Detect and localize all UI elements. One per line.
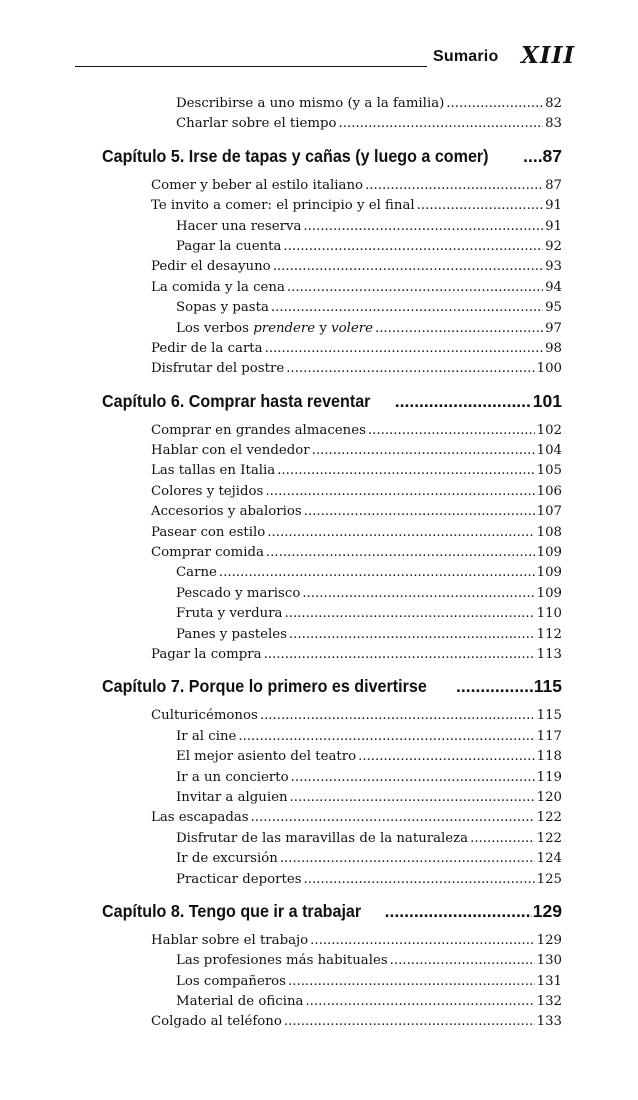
toc-subsection-entry[interactable]	[176, 565, 562, 585]
toc-subsection-entry[interactable]	[176, 606, 562, 626]
toc-entry-title-text: Hacer una reserva	[176, 218, 302, 234]
toc-entry-title-text: Te invito a comer: el principio y el final	[151, 198, 415, 214]
toc-entry-title	[176, 116, 337, 131]
dot-leader	[390, 953, 535, 968]
dot-leader	[302, 586, 534, 601]
toc-entry-page: 133	[536, 1014, 562, 1030]
toc-entry-page: 97	[545, 320, 562, 336]
toc-section-entry[interactable]	[151, 341, 562, 361]
toc-subsection-entry[interactable]	[176, 586, 562, 606]
toc-entry-title	[176, 96, 444, 111]
toc-subsection-entry[interactable]	[176, 974, 562, 994]
toc-entry-title	[176, 219, 301, 234]
toc-entry-title-text: Comprar comida	[151, 545, 264, 561]
toc-entry-page: 117	[536, 728, 562, 744]
dot-leader	[312, 443, 535, 458]
toc-entry-title-italic: prendere	[253, 320, 316, 336]
dot-leader	[283, 239, 543, 254]
toc-entry-title-text: Culturicémonos	[151, 708, 258, 724]
dot-leader	[288, 974, 535, 989]
toc-entry-page: 109	[536, 545, 562, 561]
dot-leader	[287, 280, 543, 295]
toc-subsection-entry[interactable]	[176, 239, 562, 259]
toc-entry-page: 125	[536, 871, 562, 887]
dot-leader	[417, 198, 543, 213]
toc-entry-title-text: La comida y la cena	[151, 279, 285, 295]
toc-entry-title-text: Sopas y pasta	[176, 300, 269, 316]
toc-entry-page: 100	[536, 361, 562, 377]
toc-entry-title-text: Disfrutar del postre	[151, 361, 285, 377]
header-title: Sumario	[433, 48, 499, 65]
toc-entry-title	[176, 974, 286, 989]
toc-entry-title	[151, 504, 302, 519]
toc-entry-page: 87	[545, 177, 562, 193]
toc-entry-title	[176, 872, 302, 887]
toc-subsection-entry[interactable]	[176, 96, 562, 116]
toc-entry-page: 98	[545, 340, 562, 356]
toc-entry-title-text: Capítulo 6. Comprar hasta reventar	[102, 390, 371, 411]
toc-entry-title-text: Capítulo 7. Porque lo primero es divertirse	[102, 676, 427, 697]
toc-entry-title	[151, 708, 258, 723]
toc-entry-title-text: Hablar con el vendedor	[151, 443, 310, 459]
toc-entry-page: 95	[545, 300, 562, 316]
dot-leader	[260, 708, 535, 723]
toc-entry-title-text: Invitar a alguien	[176, 789, 288, 805]
toc-entry-page: 129	[536, 932, 562, 948]
toc-entry-page: 119	[536, 769, 562, 785]
toc-entry-title-text: Fruta y verdura	[176, 606, 283, 622]
toc-subsection-entry[interactable]	[176, 749, 562, 769]
toc-entry-title	[151, 647, 262, 662]
toc-subsection-entry[interactable]	[176, 219, 562, 239]
toc-entry-title	[102, 676, 427, 697]
toc-section-entry[interactable]	[151, 361, 562, 381]
toc-entry-title	[176, 300, 269, 315]
toc-entry-page: 112	[536, 626, 562, 642]
toc-section-entry[interactable]	[151, 423, 562, 443]
dot-leader	[273, 259, 543, 274]
toc-entry-page: 131	[536, 973, 562, 989]
toc-entry-page: 108	[536, 524, 562, 540]
toc-section-entry[interactable]	[151, 545, 562, 565]
toc-entry-title-text: Accesorios y abalorios	[151, 504, 302, 520]
toc-entry-title-text: Pescado y marisco	[176, 585, 301, 601]
toc-entry-title	[176, 606, 282, 621]
toc-entry-page: 129	[532, 900, 562, 921]
toc-subsection-entry[interactable]	[176, 116, 562, 136]
toc-entry-page: 82	[545, 96, 562, 111]
toc-entry-title	[151, 341, 263, 356]
dot-leader	[265, 341, 543, 356]
dot-leader	[365, 178, 543, 193]
dot-leader	[303, 219, 543, 234]
toc-entry-title-text: El mejor asiento del teatro	[176, 749, 357, 765]
toc-section-entry[interactable]	[151, 484, 562, 504]
toc-entry-page: 120	[536, 789, 562, 805]
toc-section-entry[interactable]	[151, 933, 562, 953]
dot-leader	[368, 423, 535, 438]
toc-entry-title-text: Capítulo 8. Tengo que ir a trabajar	[102, 900, 362, 921]
dot-leader	[304, 872, 535, 887]
toc-entry-title	[176, 749, 356, 764]
dot-leader	[286, 361, 534, 376]
toc-subsection-entry[interactable]	[176, 300, 562, 320]
toc-section-entry[interactable]	[151, 810, 562, 830]
dot-leader	[271, 300, 543, 315]
dot-leader	[304, 504, 535, 519]
toc-entry-title	[151, 280, 285, 295]
toc-entry-title	[151, 810, 249, 825]
toc-entry-title	[151, 484, 263, 499]
toc-entry-title	[151, 198, 415, 213]
toc-entry-title-text: Hablar sobre el trabajo	[151, 932, 309, 948]
toc-subsection-entry[interactable]	[176, 872, 562, 892]
toc-entry-title	[176, 953, 388, 968]
toc-entry-page: 91	[545, 198, 562, 214]
toc-entry-title	[176, 565, 217, 580]
toc-section-entry[interactable]	[151, 647, 562, 667]
toc-entry-title-text: Ir al cine	[176, 728, 237, 744]
toc-entry-page: 113	[536, 646, 562, 662]
toc-entry-title	[176, 851, 278, 866]
toc-entry-title	[102, 391, 370, 412]
toc-entry-title	[176, 790, 288, 805]
dot-leader	[339, 116, 544, 131]
toc-entry-title	[151, 178, 363, 193]
dot-leader	[385, 901, 532, 922]
toc-entry-title	[176, 321, 373, 336]
toc-entry-title	[151, 259, 271, 274]
toc-entry-page: 87	[542, 145, 562, 166]
toc-entry-page: 93	[545, 259, 562, 275]
dot-leader	[280, 851, 535, 866]
toc-entry-title-italic: volere	[331, 320, 373, 336]
dot-leader	[264, 647, 535, 662]
dot-leader	[305, 994, 534, 1009]
dot-leader	[284, 606, 534, 621]
toc-entry-title	[176, 729, 236, 744]
toc-entry-title	[102, 146, 489, 167]
toc-subsection-entry[interactable]	[176, 321, 562, 341]
toc-subsection-entry[interactable]	[176, 790, 562, 810]
toc-entry-title	[151, 443, 310, 458]
toc-entry-title	[176, 586, 300, 601]
dot-leader	[446, 96, 543, 111]
dot-leader	[238, 729, 534, 744]
toc-entry-page: 132	[536, 994, 562, 1010]
toc-entry-title	[151, 361, 284, 376]
toc-section-entry[interactable]	[151, 1014, 562, 1034]
toc-section-entry[interactable]	[151, 178, 562, 198]
toc-entry-title	[176, 831, 468, 846]
toc-entry-title-text: Colores y tejidos	[151, 483, 264, 499]
table-of-contents	[0, 96, 638, 1035]
dot-leader	[395, 391, 532, 412]
chapter-heading[interactable]	[102, 901, 562, 931]
toc-subsection-entry[interactable]	[176, 831, 562, 851]
toc-entry-page: 94	[545, 279, 562, 295]
toc-entry-title-text: Ir a un concierto	[176, 769, 289, 785]
toc-section-entry[interactable]	[151, 463, 562, 483]
toc-entry-title-text: Pagar la compra	[151, 646, 262, 662]
dot-leader	[265, 484, 534, 499]
toc-entry-page: 107	[536, 504, 562, 520]
toc-entry-title-text: Las profesiones más habituales	[176, 953, 388, 969]
toc-entry-page: 92	[545, 238, 562, 254]
toc-entry-title	[151, 545, 264, 560]
chapter-heading[interactable]	[102, 391, 562, 421]
chapter-heading[interactable]	[102, 676, 562, 706]
toc-entry-page: 118	[536, 749, 562, 765]
toc-entry-page: 115	[536, 708, 562, 724]
toc-entry-title	[176, 994, 303, 1009]
dot-leader	[358, 749, 535, 764]
toc-entry-title-text: y	[315, 320, 332, 336]
toc-entry-page: 102	[536, 422, 562, 438]
toc-entry-page: 106	[536, 483, 562, 499]
toc-entry-title-text: Capítulo 5. Irse de tapas y cañas (y luego a comer)	[102, 145, 489, 166]
toc-entry-title-text: Ir de excursión	[176, 851, 278, 867]
toc-subsection-entry[interactable]	[176, 627, 562, 647]
dot-leader	[251, 810, 535, 825]
toc-entry-title-text: Comer y beber al estilo italiano	[151, 177, 364, 193]
dot-leader	[291, 770, 535, 785]
dot-leader	[310, 933, 534, 948]
toc-entry-title-text: Pasear con estilo	[151, 524, 266, 540]
toc-subsection-entry[interactable]	[176, 994, 562, 1014]
dot-leader	[289, 627, 535, 642]
toc-entry-title	[151, 933, 308, 948]
dot-leader	[470, 831, 535, 846]
toc-entry-title-text: Carne	[176, 565, 217, 581]
toc-entry-title	[102, 901, 361, 922]
toc-section-entry[interactable]	[151, 280, 562, 300]
toc-entry-title	[151, 423, 366, 438]
header-rule	[75, 66, 427, 67]
toc-entry-page: 110	[536, 606, 562, 622]
toc-entry-title	[176, 770, 289, 785]
toc-entry-title-text: Panes y pasteles	[176, 626, 287, 642]
toc-section-entry[interactable]	[151, 504, 562, 524]
toc-entry-title-text: Practicar deportes	[176, 871, 302, 887]
dot-leader	[267, 525, 534, 540]
toc-entry-page: 122	[536, 810, 562, 826]
dot-leader	[284, 1014, 535, 1029]
toc-subsection-entry[interactable]	[176, 851, 562, 871]
dot-leader	[277, 463, 534, 478]
toc-entry-page: 91	[545, 218, 562, 234]
toc-entry-title	[151, 525, 265, 540]
toc-subsection-entry[interactable]	[176, 729, 562, 749]
toc-section-entry[interactable]	[151, 525, 562, 545]
toc-entry-title-text: Los compañeros	[176, 973, 287, 989]
dot-leader	[290, 790, 535, 805]
toc-entry-title-text: Pagar la cuenta	[176, 238, 282, 254]
toc-entry-title	[151, 463, 275, 478]
toc-entry-title-text: Describirse a uno mismo (y a la familia)	[176, 96, 445, 111]
toc-entry-page: 105	[536, 463, 562, 479]
toc-entry-page: 109	[536, 565, 562, 581]
toc-entry-page: 109	[536, 585, 562, 601]
toc-entry-page: 101	[532, 390, 562, 411]
chapter-heading[interactable]	[102, 146, 562, 176]
dot-leader	[523, 146, 541, 167]
toc-section-entry[interactable]	[151, 198, 562, 218]
toc-entry-title-text: Colgado al teléfono	[151, 1014, 282, 1030]
toc-entry-page: 115	[533, 676, 562, 697]
running-header	[75, 42, 576, 74]
dot-leader	[375, 321, 543, 336]
toc-entry-title-text: Los verbos	[176, 320, 254, 336]
toc-subsection-entry[interactable]	[176, 770, 562, 790]
toc-entry-title-text: Pedir de la carta	[151, 340, 263, 356]
toc-entry-title-text: Las tallas en Italia	[151, 463, 276, 479]
toc-entry-page: 83	[545, 116, 562, 132]
toc-section-entry[interactable]	[151, 708, 562, 728]
header-page-number: XIII	[521, 42, 576, 69]
toc-entry-page: 124	[536, 851, 562, 867]
toc-entry-title-text: Charlar sobre el tiempo	[176, 116, 337, 132]
toc-entry-title	[176, 627, 287, 642]
toc-entry-page: 130	[536, 953, 562, 969]
toc-entry-title-text: Comprar en grandes almacenes	[151, 422, 366, 438]
toc-subsection-entry[interactable]	[176, 953, 562, 973]
toc-section-entry[interactable]	[151, 443, 562, 463]
toc-entry-title	[151, 1014, 282, 1029]
toc-entry-title-text: Material de oficina	[176, 994, 304, 1010]
dot-leader	[219, 565, 535, 580]
toc-entry-page: 122	[536, 830, 562, 846]
dot-leader	[266, 545, 535, 560]
toc-entry-title-text: Disfrutar de las maravillas de la naturaleza	[176, 830, 469, 846]
toc-entry-title-text: Pedir el desayuno	[151, 259, 271, 275]
dot-leader	[456, 676, 533, 697]
toc-entry-title-text: Las escapadas	[151, 810, 249, 826]
toc-entry-page: 104	[536, 443, 562, 459]
toc-section-entry[interactable]	[151, 259, 562, 279]
toc-entry-title	[176, 239, 281, 254]
